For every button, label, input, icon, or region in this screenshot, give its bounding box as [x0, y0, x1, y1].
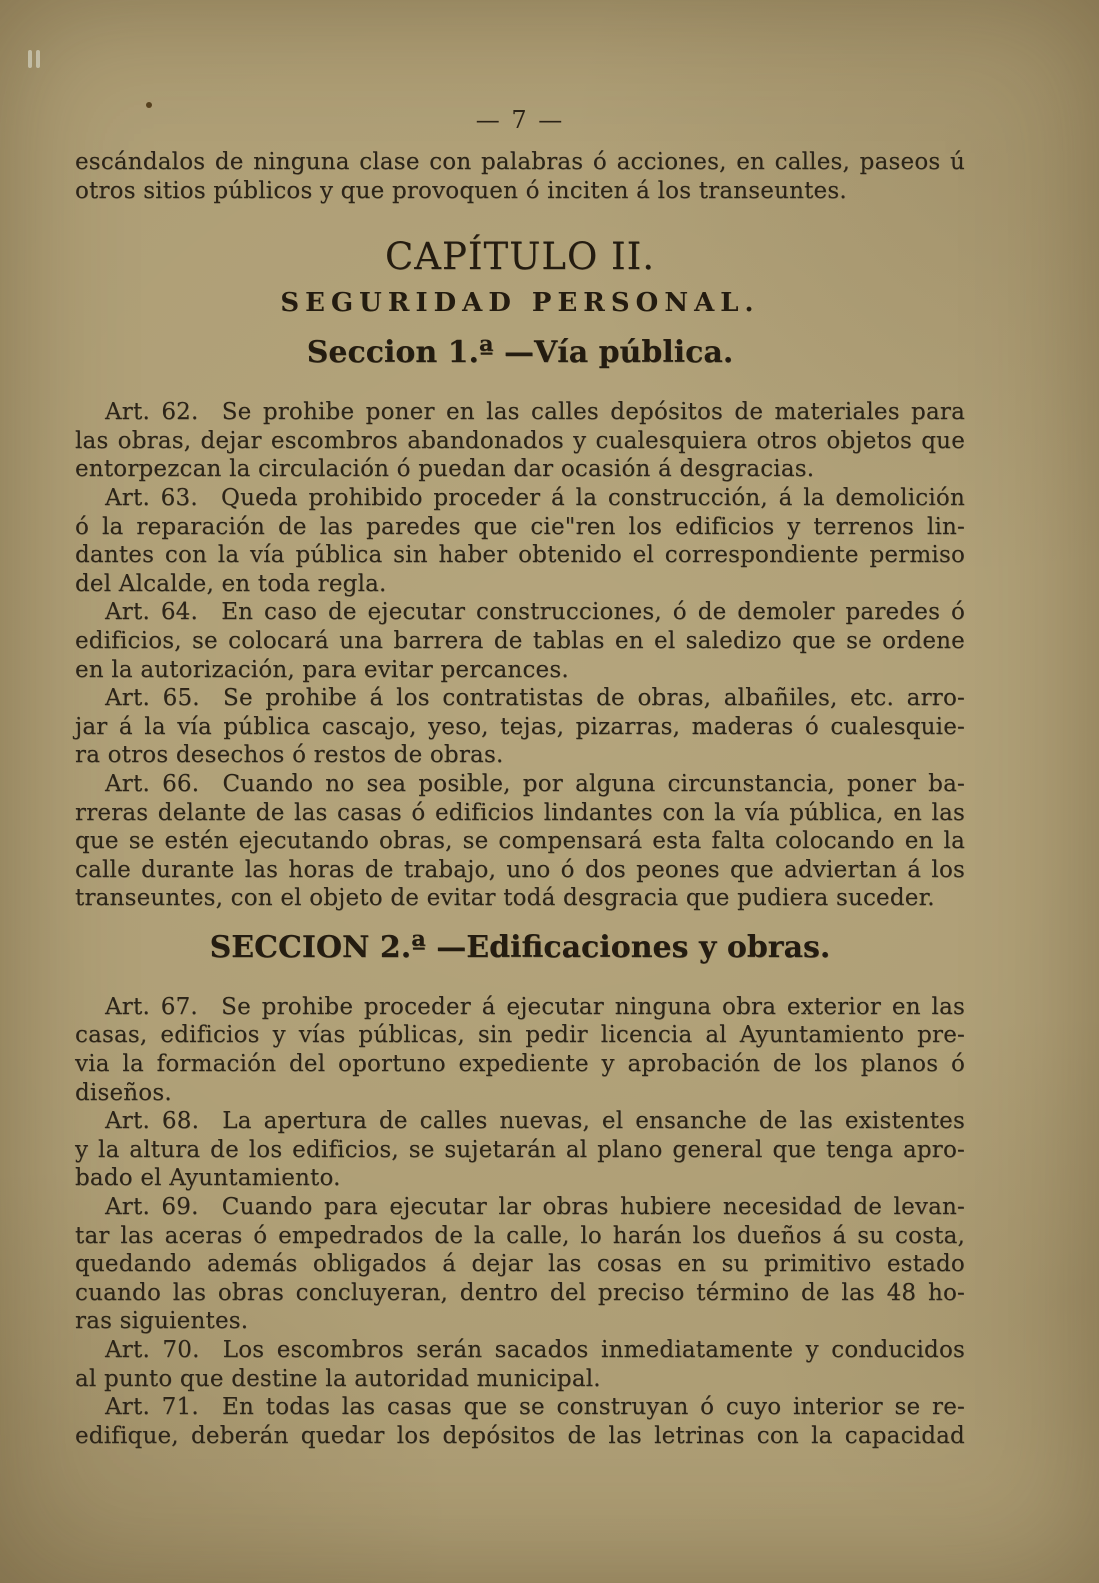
article-line: Art. 66. Cuando no sea posible, por alguna circunstancia, poner ba- — [105, 770, 965, 797]
article-line: quedando además obligados á dejar las cosas en su primitivo estado — [75, 1251, 965, 1278]
article-line: ó la reparación de las paredes que cie"ren los edificios y terrenos lin- — [75, 513, 965, 540]
section-1-articles — [75, 398, 965, 913]
article — [75, 1107, 965, 1193]
article-line: casas, edificios y vías públicas, sin pedir licencia al Ayuntamiento pre- — [75, 1022, 965, 1049]
article-line: y la altura de los edificios, se sujetarán al plano general que tenga apro- — [75, 1136, 965, 1163]
article — [75, 598, 965, 684]
article-line: diseños. — [75, 1079, 172, 1106]
paper-flaw-mark — [28, 50, 44, 72]
page-number: — 7 — — [475, 106, 565, 134]
article — [75, 684, 965, 770]
article — [75, 1393, 965, 1450]
article-line: del Alcalde, en toda regla. — [75, 570, 387, 597]
article-line: via la formación del oportuno expediente y aprobación de los planos ó — [75, 1051, 965, 1078]
article-line: cuando las obras concluyeran, dentro del preciso término de las 48 ho- — [75, 1279, 965, 1306]
section-2-articles — [75, 993, 965, 1451]
intro-line: escándalos de ninguna clase con palabras ó acciones, en calles, paseos ú — [75, 149, 965, 175]
intro-paragraph — [75, 148, 965, 205]
text-column — [75, 0, 965, 1450]
article-line: Art. 68. La apertura de calles nuevas, el ensanche de las existentes — [105, 1108, 965, 1135]
article-line: al punto que destine la autoridad municipal. — [75, 1365, 601, 1392]
article-line: Art. 63. Queda prohibido proceder á la construcción, á la demolición — [105, 484, 965, 511]
intro-line: otros sitios públicos y que provoquen ó inciten á los transeuntes. — [75, 177, 847, 204]
article — [75, 1336, 965, 1393]
article — [75, 484, 965, 598]
article-line: Art. 70. Los escombros serán sacados inmediatamente y conducidos — [105, 1337, 965, 1363]
article — [75, 770, 965, 913]
article-line: tar las aceras ó empedrados de la calle, lo harán los dueños á su costa, — [75, 1222, 965, 1249]
article-line: Art. 67. Se prohibe proceder á ejecutar ninguna obra exterior en las — [105, 993, 965, 1020]
article — [75, 993, 965, 1107]
chapter-title: CAPÍTULO II. — [384, 235, 656, 279]
article-line: ras siguientes. — [75, 1308, 249, 1335]
article-line: edificios, se colocará una barrera de tablas en el saledizo que se ordene — [75, 627, 965, 654]
article-line: jar á la vía pública cascajo, yeso, tejas, pizarras, maderas ó cualesquie- — [75, 713, 965, 740]
article-line: que se estén ejecutando obras, se compensará esta falta colocando en la — [75, 828, 965, 855]
section-1-heading: Seccion 1.ª —Vía pública. — [306, 335, 734, 371]
article-line: bado el Ayuntamiento. — [75, 1165, 341, 1192]
section-2-heading: SECCION 2.ª —Edificaciones y obras. — [209, 929, 831, 965]
article-line: Art. 62. Se prohibe poner en las calles depósitos de materiales para — [105, 399, 965, 426]
article-line: transeuntes, con el objeto de evitar todá desgracia que pudiera suceder. — [75, 885, 935, 912]
article-line: ra otros desechos ó restos de obras. — [75, 742, 504, 769]
article-line: entorpezcan la circulación ó puedan dar ocasión á desgracias. — [75, 456, 815, 483]
article-line: edifique, deberán quedar los depósitos de las letrinas con la capacidad — [75, 1422, 965, 1449]
article-line: en la autorización, para evitar percances. — [75, 656, 569, 683]
article — [75, 1193, 965, 1336]
article-line: Art. 65. Se prohibe á los contratistas de obras, albañiles, etc. arro- — [105, 685, 965, 712]
article-line: Art. 69. Cuando para ejecutar lar obras hubiere necesidad de levan- — [105, 1194, 965, 1221]
chapter-subtitle: SEGURIDAD PERSONAL. — [280, 288, 760, 319]
article-line: rreras delante de las casas ó edificios lindantes con la vía pública, en las — [75, 799, 965, 826]
article-line: las obras, dejar escombros abandonados y cualesquiera otros objetos que — [75, 427, 965, 454]
article-line: Art. 71. En todas las casas que se construyan ó cuyo interior se re- — [105, 1394, 965, 1421]
article — [75, 398, 965, 484]
article-line: dantes con la vía pública sin haber obtenido el correspondiente permiso — [75, 542, 965, 569]
article-line: Art. 64. En caso de ejecutar construcciones, ó de demoler paredes ó — [105, 599, 965, 626]
article-line: calle durante las horas de trabajo, uno ó dos peones que adviertan á los — [75, 856, 965, 883]
